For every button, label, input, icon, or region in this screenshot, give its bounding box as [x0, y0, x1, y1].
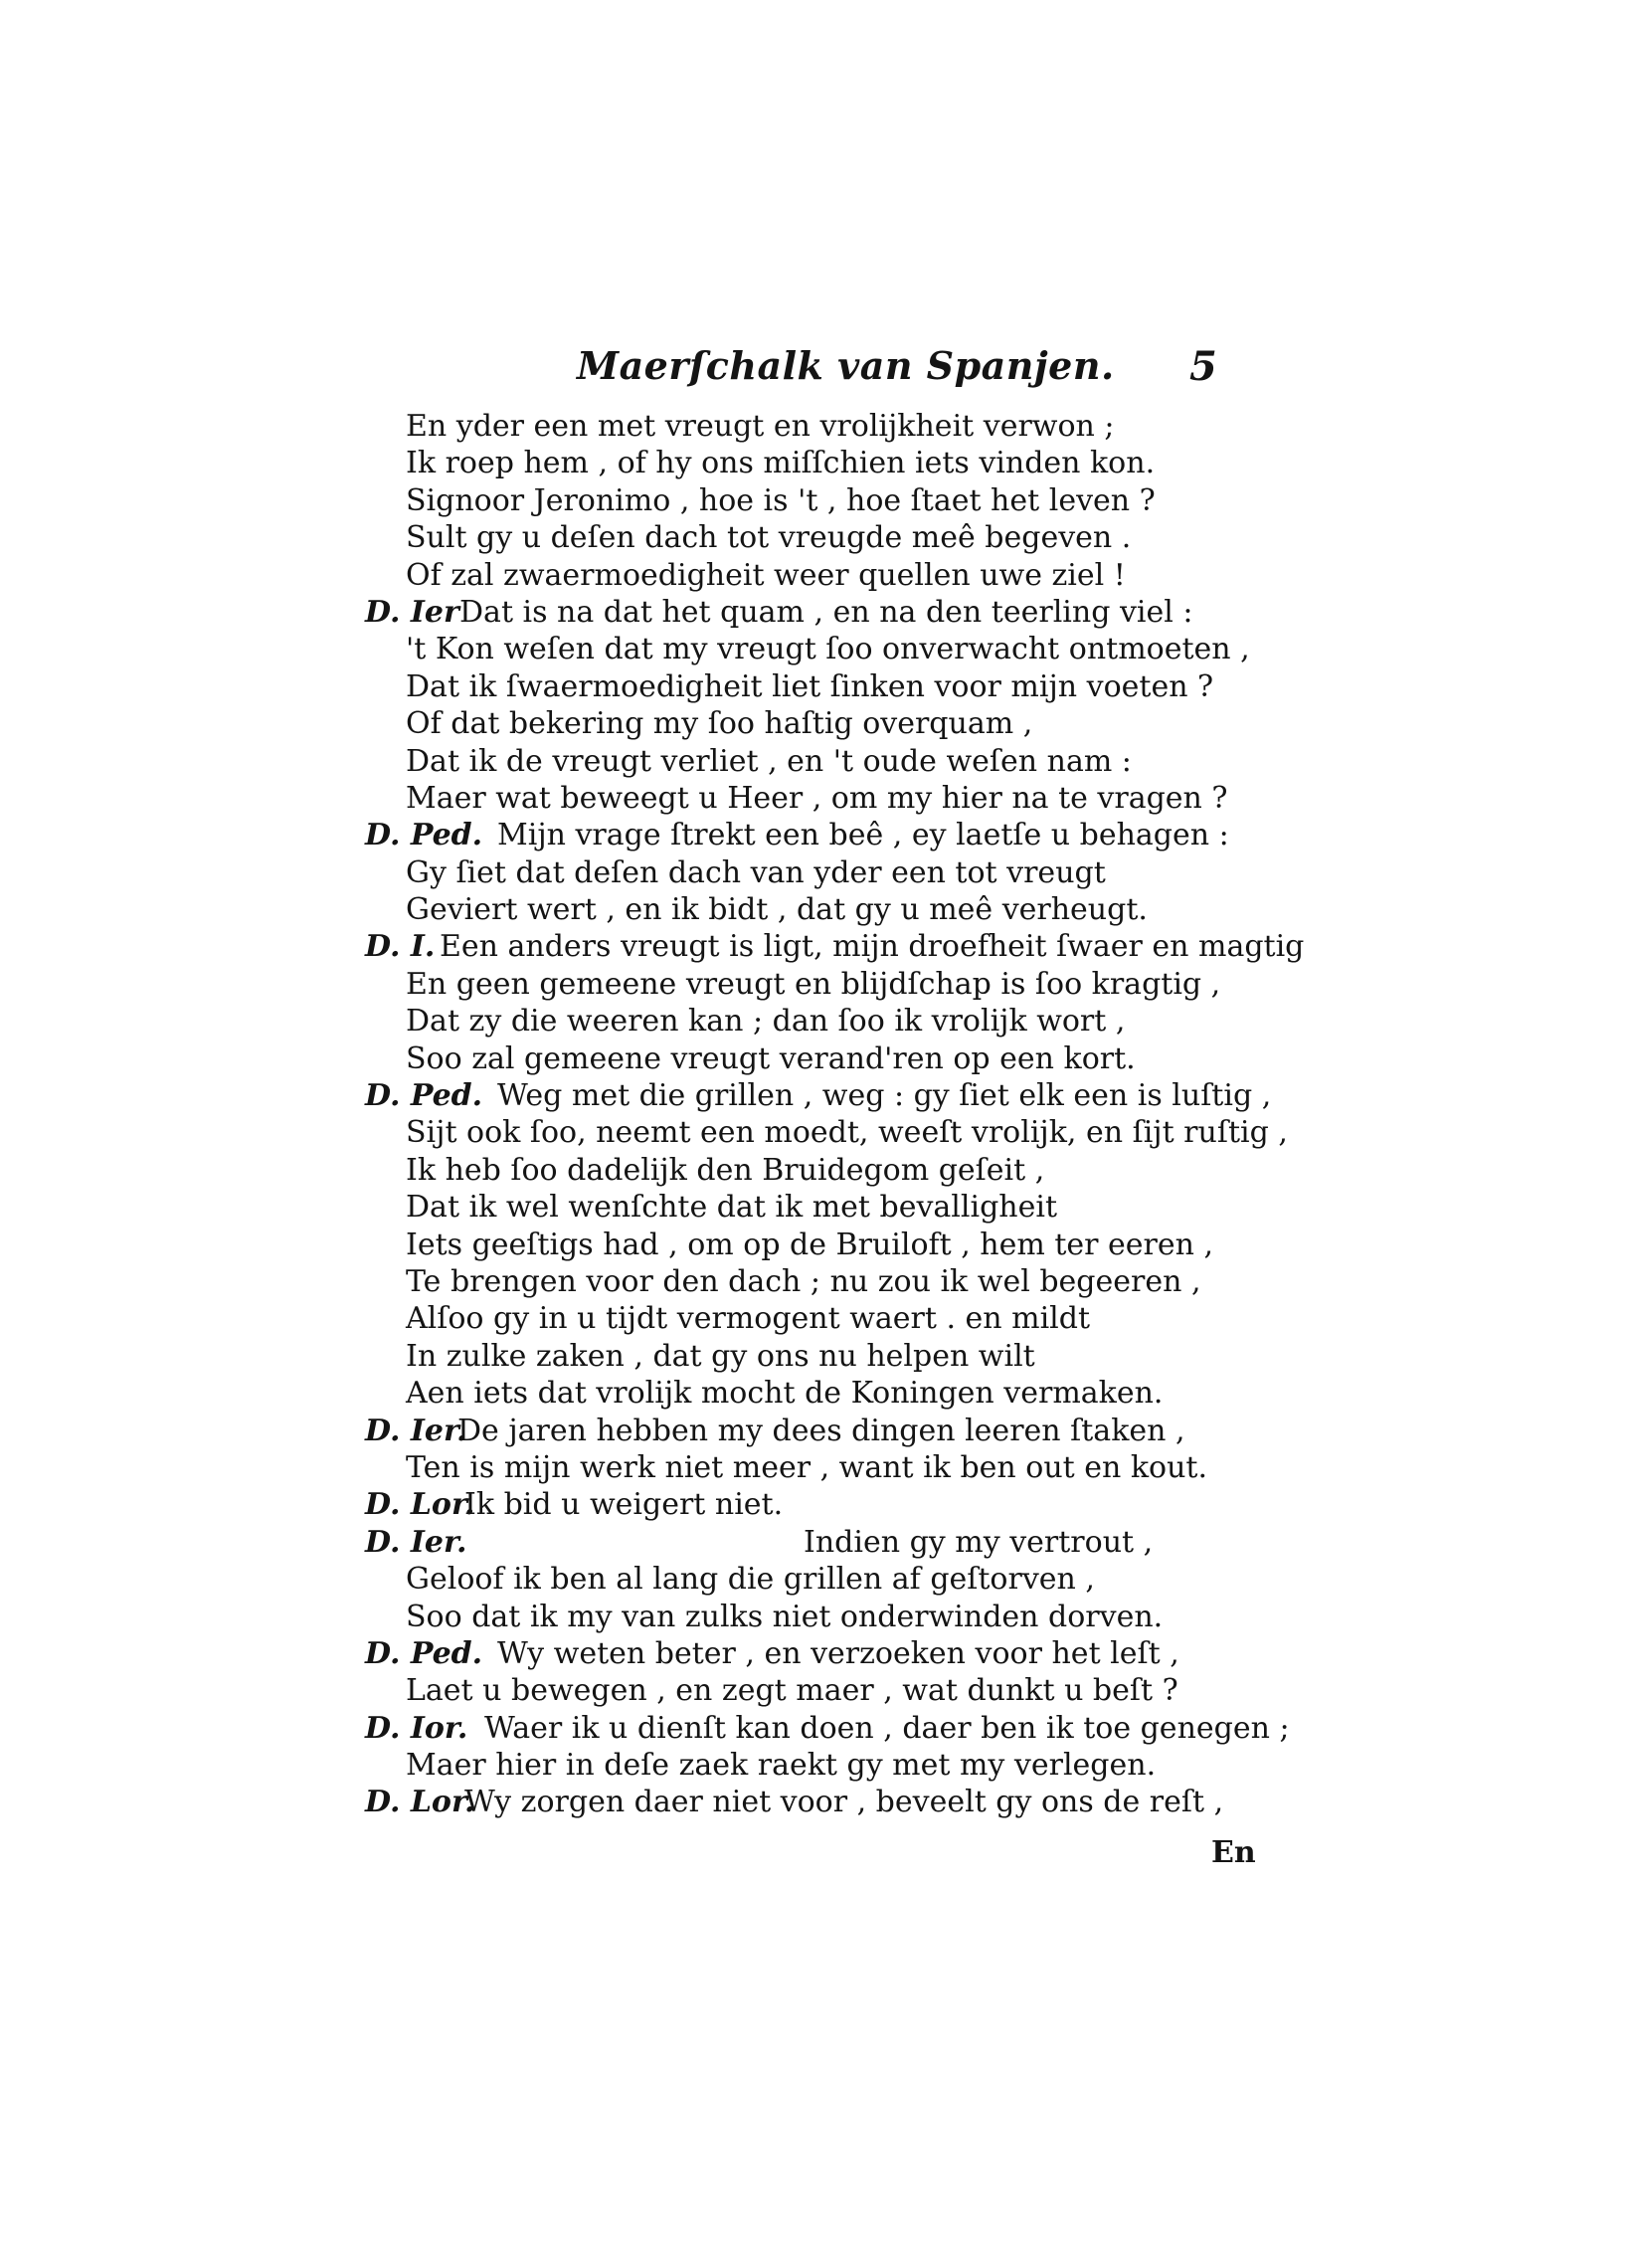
verse-line-text: Alſoo gy in u tijdt vermogent waert . en mildt [406, 1301, 1091, 1337]
verse-line [0, 743, 1626, 780]
verse-line [0, 780, 1626, 817]
verse-line [0, 408, 1626, 445]
verse-line [0, 1449, 1626, 1486]
verse-line [0, 1561, 1626, 1598]
verse-line [0, 1152, 1626, 1189]
verse-line-text: Maer wat beweegt u Heer , om my hier na te vragen ? [406, 780, 1228, 816]
speaker-label: D. Ped. [365, 1078, 483, 1114]
speaker-label: D. Ier [365, 594, 459, 630]
verse-line-text: Wy weten beter , en verzoeken voor het leſt , [497, 1635, 1179, 1671]
verse-line-text: Soo dat ik my van zulks niet onderwinden dorven. [406, 1599, 1164, 1634]
verse-line [0, 1413, 1626, 1449]
verse-line [0, 1227, 1626, 1263]
verse-line [0, 1003, 1626, 1040]
verse-line [0, 1524, 1626, 1561]
verse-line-text: Dat is na dat het quam , en na den teerling viel : [459, 594, 1193, 630]
verse-line-text: Iets geeſtigs had , om op de Bruiloft , hem ter eeren , [406, 1227, 1214, 1262]
verse-line [0, 1784, 1626, 1820]
speaker-label: D. Ier. [365, 1524, 467, 1560]
verse-line-text: Signoor Jeronimo , hoe is 't , hoe ſtaet het leven ? [406, 482, 1156, 518]
verse-line-text: Geviert wert , en ik bidt , dat gy u meê verheugt. [406, 892, 1148, 928]
verse-line-text: Aen iets dat vrolijk mocht de Koningen vermaken. [406, 1376, 1164, 1412]
speaker-label: D. Ped. [365, 818, 483, 853]
speaker-label: D. Lor. [365, 1487, 475, 1523]
verse-line-text: Ten is mijn werk niet meer , want ik ben out en kout. [406, 1449, 1208, 1485]
verse-line [0, 1635, 1626, 1672]
speaker-label: D. Ped. [365, 1635, 483, 1671]
speaker-label: D. Ior. [365, 1710, 468, 1746]
verse-line-text: Dat ik de vreugt verliet , en 't oude weſen nam : [406, 743, 1132, 779]
running-title: Maerſchalk van Spanjen. [577, 343, 1115, 388]
verse-line [0, 1672, 1626, 1709]
verse-line [0, 1710, 1626, 1747]
speaker-label: D. Lor. [365, 1785, 475, 1820]
verse-line-text: Sijt ook ſoo, neemt een moedt, weeſt vrolijk, en ſijt ruſtig , [406, 1115, 1288, 1151]
verse-text [0, 408, 1626, 1821]
verse-line-text: Dat zy die weeren kan ; dan ſoo ik vrolijk wort , [406, 1004, 1126, 1040]
verse-line [0, 1599, 1626, 1635]
verse-line-text: De jaren hebben my dees dingen leeren ſtaken , [457, 1413, 1185, 1448]
verse-line [0, 966, 1626, 1003]
verse-line [0, 557, 1626, 594]
verse-line-text: Ik bid u weigert niet. [464, 1487, 784, 1523]
verse-line-text: Of zal zwaermoedigheit weer quellen uwe ziel ! [406, 557, 1126, 593]
verse-line [0, 1263, 1626, 1300]
verse-line [0, 928, 1626, 965]
verse-line-text: Gy ſiet dat deſen dach van yder een tot vreugt [406, 854, 1106, 890]
verse-line-text: En yder een met vreugt en vrolijkheit verwon ; [406, 409, 1115, 444]
verse-line [0, 668, 1626, 705]
verse-line [0, 594, 1626, 631]
verse-line-text: Een anders vreugt is ligt, mijn droefheit ſwaer en magtig [440, 929, 1305, 965]
verse-line [0, 705, 1626, 742]
verse-line-text: 't Kon weſen dat my vreugt ſoo onverwacht ontmoeten , [406, 632, 1250, 667]
verse-line [0, 482, 1626, 519]
verse-line-text: Mijn vrage ſtrekt een beê , ey laetſe u behagen : [497, 818, 1229, 853]
verse-line [0, 1077, 1626, 1114]
verse-line-text: Ik roep hem , of hy ons miſſchien iets vinden kon. [406, 446, 1156, 481]
verse-line [0, 1338, 1626, 1375]
verse-line-text: Indien gy my vertrout , [804, 1524, 1154, 1560]
verse-line-text: Soo zal gemeene vreugt verand'ren op een kort. [406, 1040, 1136, 1076]
verse-line-text: En geen gemeene vreugt en blijdſchap is ſoo kragtig , [406, 966, 1221, 1002]
verse-line [0, 891, 1626, 928]
verse-line [0, 1040, 1626, 1077]
verse-line-text: Geloof ik ben al lang die grillen af geſtorven , [406, 1562, 1095, 1598]
verse-line-text: Dat ik wel wenſchte dat ik met bevalligheit [406, 1190, 1058, 1226]
verse-line-text: Weg met die grillen , weg : gy ſiet elk een is luſtig , [497, 1078, 1272, 1114]
verse-line [0, 1189, 1626, 1226]
catchword: En [1211, 1835, 1256, 1870]
verse-line [0, 1375, 1626, 1412]
verse-line [0, 445, 1626, 481]
verse-line [0, 854, 1626, 891]
page-number: 5 [1189, 343, 1217, 390]
verse-line-text: Waer ik u dienſt kan doen , daer ben ik toe genegen ; [484, 1710, 1290, 1746]
verse-line-text: Te brengen voor den dach ; nu zou ik wel begeeren , [406, 1263, 1201, 1299]
verse-line [0, 1300, 1626, 1337]
verse-line [0, 1747, 1626, 1784]
verse-line [0, 1114, 1626, 1151]
verse-line-text: Dat ik ſwaermoedigheit liet ſinken voor mijn voeten ? [406, 668, 1214, 704]
speaker-label: D. I. [365, 929, 436, 965]
verse-line [0, 519, 1626, 556]
speaker-label: D. Ier. [365, 1413, 467, 1448]
verse-line-text: Ik heb ſoo dadelijk den Bruidegom geſeit , [406, 1152, 1045, 1188]
verse-line-text: Wy zorgen daer niet voor , beveelt gy ons de reſt , [464, 1785, 1224, 1820]
verse-line-text: Maer hier in deſe zaek raekt gy met my verlegen. [406, 1748, 1157, 1784]
verse-line-text: Of dat bekering my ſoo haſtig overquam , [406, 706, 1033, 742]
verse-line-text: In zulke zaken , dat gy ons nu helpen wilt [406, 1338, 1035, 1374]
verse-line [0, 817, 1626, 853]
verse-line [0, 1486, 1626, 1523]
verse-line [0, 631, 1626, 667]
verse-line-text: Sult gy u deſen dach tot vreugde meê begeven . [406, 520, 1132, 556]
verse-line-text: Laet u bewegen , en zegt maer , wat dunkt u beſt ? [406, 1673, 1178, 1709]
